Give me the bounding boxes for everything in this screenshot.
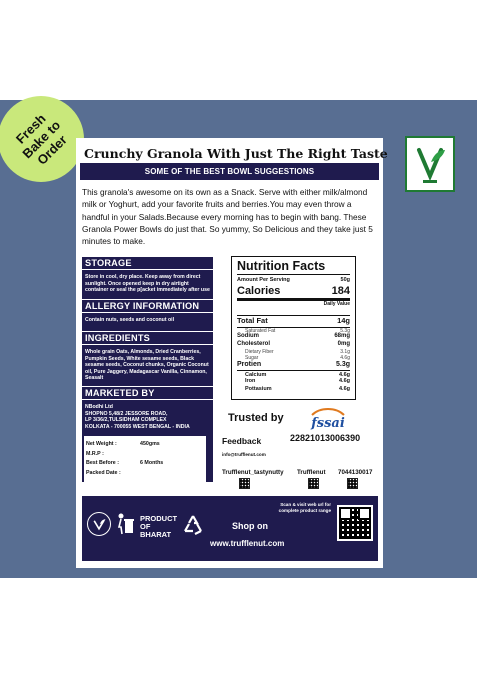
packed-date-label: Packed Date : (86, 470, 121, 476)
calories-row (237, 285, 350, 301)
qr-code-icon (347, 478, 358, 489)
vegan-icon (87, 512, 111, 536)
iron-row (237, 378, 350, 386)
iron-label: Iron (245, 378, 256, 384)
ingredients-heading: INGREDIENTS (82, 331, 213, 345)
product-label (76, 138, 388, 568)
nutrition-title: Nutrition Facts (237, 259, 350, 275)
storage-heading: STORAGE (82, 256, 213, 270)
mrp-label: M.R.P : (86, 451, 104, 457)
recycle-icon (182, 514, 204, 536)
fiber-value: 3.1g (340, 349, 350, 355)
qr-code-icon (239, 478, 250, 489)
allergy-text: Contain nuts, seeds and coconut oil (85, 317, 175, 323)
address-line: LP 3/36/2,TULSIDHAM COMPLEX (85, 417, 167, 424)
storage-text: Store in cool, dry place. Keep away from direct sunlight. Once opened keep in dry airtight container or seal the p[acket immediately after use (85, 274, 210, 294)
fiber-label: Dietary Fiber (245, 349, 274, 355)
qr-code-icon (308, 478, 319, 489)
facebook-handle[interactable]: Trufflenut (297, 469, 326, 476)
sugar-label: Sugar (245, 355, 259, 361)
calories-value: 184 (331, 285, 350, 297)
cholesterol-value: 0mg (337, 341, 350, 347)
subtitle-bar (80, 163, 379, 180)
sugar-value: 4.6g (340, 355, 350, 361)
protein-value: 5.3g (335, 361, 350, 368)
protein-label: Protien (237, 361, 262, 368)
website-link[interactable]: www.trufflenut.com (210, 539, 285, 548)
daily-value-label: Daily Value (323, 301, 350, 307)
address-line: NBodhi Ltd (85, 404, 113, 410)
potassium-value: 4.6g (338, 386, 350, 392)
subtitle-text: SOME OF THE BEST BOWL SUGGESTIONS (144, 167, 315, 176)
marketed-by-heading: MARKETED BY (82, 386, 213, 400)
address-line: KOLKATA - 700055 WEST BENGAL - INDIA (85, 423, 190, 430)
total-fat-label: Total Fat (237, 316, 268, 325)
sodium-label: Sodium (237, 333, 259, 339)
serving-row (237, 277, 350, 285)
trusted-by-label: Trusted by (228, 412, 284, 424)
qr-code-icon[interactable] (337, 505, 373, 541)
iron-value: 4.6g (338, 378, 350, 384)
best-before-value: 6 Months (140, 460, 164, 466)
allergy-heading: ALLERGY INFORMATION (82, 299, 213, 313)
serving-value: 50g (340, 277, 350, 283)
product-title: Crunchy Granola With Just The Right Taste (84, 146, 388, 161)
net-weight-label: Net Weight : (86, 441, 117, 447)
veg-mark-icon (405, 136, 455, 192)
protein-row (237, 361, 350, 370)
sodium-value: 68mg (334, 333, 350, 339)
calcium-label: Calcium (245, 372, 267, 378)
pob-line-1: PRODUCT OF BHARAT (140, 514, 178, 539)
saturated-fat-label: Saturated Fat (245, 328, 276, 334)
saturated-fat-value: 5.3g (340, 328, 350, 334)
bottom-bar (82, 496, 378, 561)
daily-value-row (237, 301, 350, 309)
fssai-logo-text: fssai (311, 416, 345, 431)
pack-details-box (84, 436, 206, 482)
calories-label: Calories (237, 285, 281, 297)
instagram-handle[interactable]: Trufflenut_tastynutty (222, 469, 284, 476)
ingredients-text: Whole grain Oats, Almonds, Dried Cranberries, Pumpkin Seeds, White sesame seeds, Black sesame seeds, Coconut chunks, Organic Coconut oil, Pure Jaggery, Madagascar Vanilla, Cinnamon, Seasalt (85, 349, 209, 382)
sodium-row (237, 333, 350, 341)
calcium-value: 4.6g (338, 372, 350, 378)
fssai-license-number: 22821013006390 (290, 433, 361, 443)
feedback-email[interactable]: info@trufflenut.com (222, 452, 266, 457)
scan-instruction: Scan & visit web url for complete product range (278, 502, 331, 513)
potassium-label: Pottasium (245, 386, 272, 392)
address-line: SHOPNO 5,48/2 JESSORE ROAD, (85, 410, 168, 417)
product-description: This granola's awesome on its own as a Snack. Serve with either milk/almond milk or Yoghurt, add your favorite fruits and berries.You may even throw a handful in your Salads.Because every morning has to begin with bang. These Granola Power Bowls do just that. So yummy, So Delicious and they take just 5 minutes to make. (82, 187, 373, 247)
cholesterol-label: Cholesterol (237, 341, 271, 347)
marketed-by-address (85, 404, 211, 430)
net-weight-value: 450gms (140, 441, 160, 447)
total-fat-row (237, 315, 350, 325)
nutrition-facts-panel (231, 256, 356, 400)
dustbin-icon (116, 513, 134, 535)
phone-number[interactable]: 7044130017 (338, 469, 373, 476)
best-before-label: Best Before : (86, 460, 119, 466)
feedback-label: Feedback (222, 436, 262, 446)
fssai-logo (308, 406, 348, 432)
cholesterol-row (237, 341, 350, 349)
calcium-row (237, 370, 350, 378)
total-fat-value: 14g (337, 316, 350, 325)
product-of-bharat-text (140, 515, 178, 539)
badge-text: Fresh Bake to Order (12, 110, 70, 168)
potassium-row (237, 386, 350, 394)
serving-label: Amount Per Serving (237, 277, 290, 283)
shop-on-label: Shop on (232, 521, 268, 531)
